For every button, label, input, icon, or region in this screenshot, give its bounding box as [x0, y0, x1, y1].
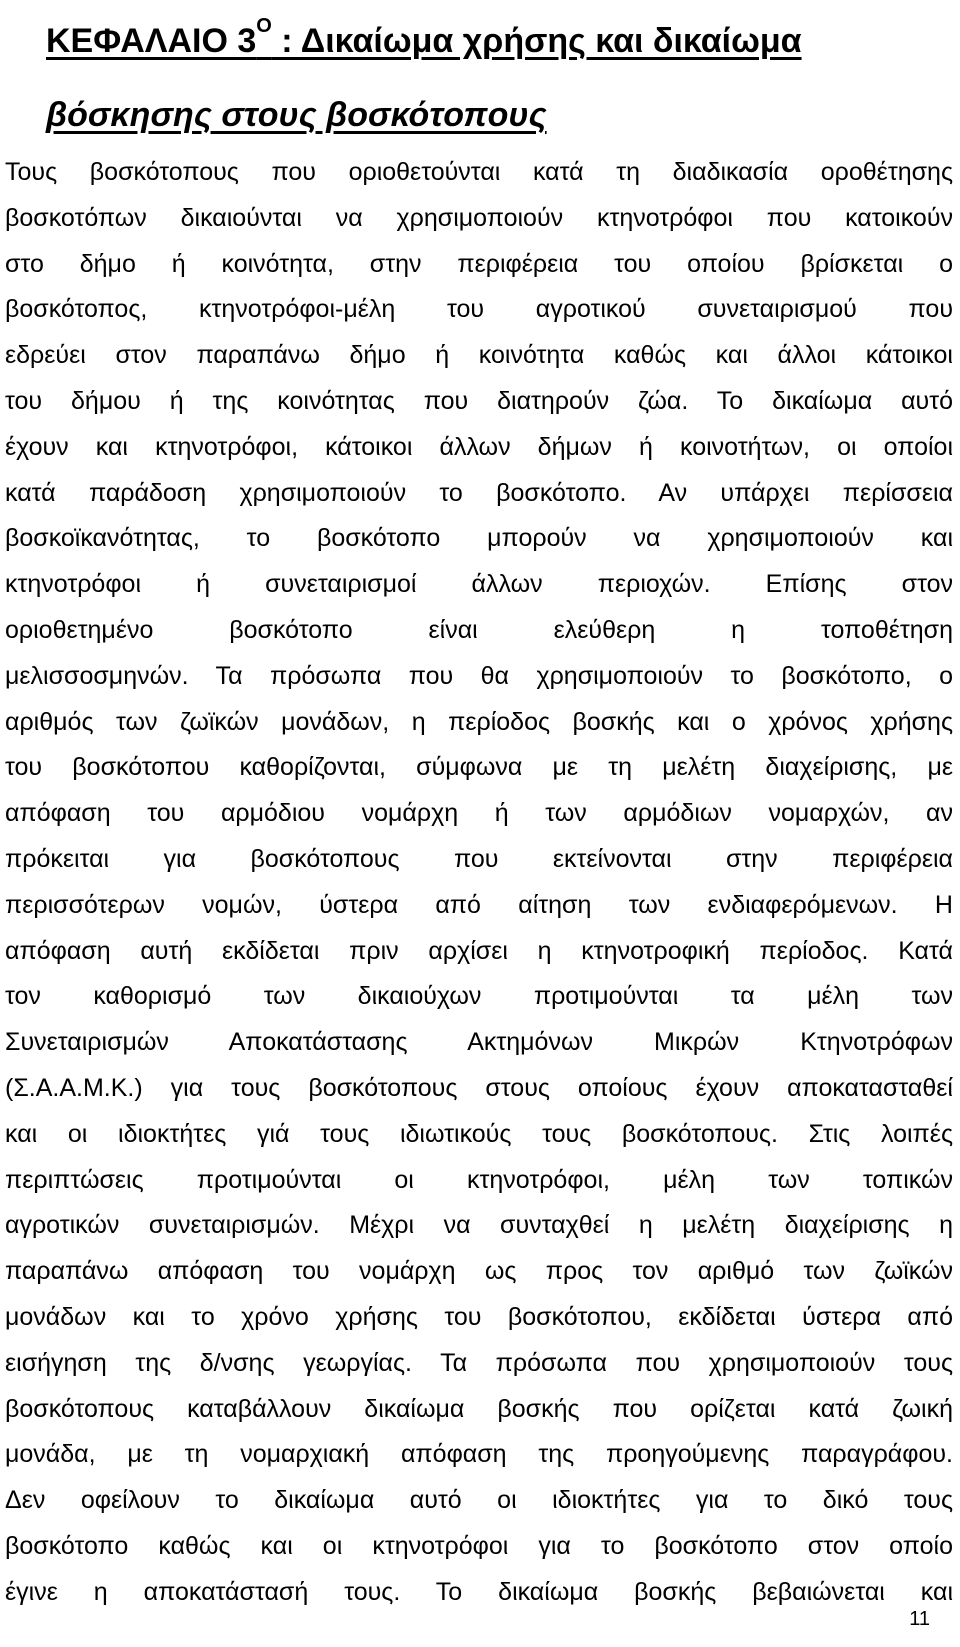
body-line: Δεν οφείλουν το δικαίωμα αυτό οι ιδιοκτήτες για το δικό τους: [5, 1486, 953, 1515]
body-line: βοσκοϊκανότητας, το βοσκότοπο μπορούν να χρησιμοποιούν και: [5, 524, 953, 553]
body-line: έχουν και κτηνοτρόφοι, κάτοικοι άλλων δήμων ή κοινοτήτων, οι οποίοι: [5, 432, 953, 461]
chapter-title-part-2: βόσκησης στους βοσκότοπους: [46, 96, 547, 134]
body-line: τον καθορισμό των δικαιούχων προτιμούνται τα μέλη των: [5, 982, 953, 1011]
body-line: εδρεύει στον παραπάνω δήμο ή κοινότητα καθώς και άλλοι κάτοικοι: [5, 341, 953, 370]
body-line: οριοθετημένο βοσκότοπο είναι ελεύθερη η τοποθέτηση: [5, 615, 953, 644]
body-line: μελισσοσμηνών. Τα πρόσωπα που θα χρησιμοποιούν το βοσκότοπο, ο: [5, 661, 953, 690]
chapter-label: ΚΕΦΑΛΑΙΟ 3: [46, 22, 257, 60]
body-line: μονάδων και το χρόνο χρήσης του βοσκότοπου, εκδίδεται ύστερα από: [5, 1302, 953, 1331]
body-line: βοσκότοπος, κτηνοτρόφοι-μέλη του αγροτικού συνεταιρισμού που: [5, 295, 953, 324]
body-line: παραπάνω απόφαση του νομάρχη ως προς τον αριθμό των ζωϊκών: [5, 1257, 953, 1286]
body-line: πρόκειται για βοσκότοπους που εκτείνονται στην περιφέρεια: [5, 844, 953, 873]
body-line: του δήμου ή της κοινότητας που διατηρούν ζώα. Το δικαίωμα αυτό: [5, 386, 953, 415]
body-line: κτηνοτρόφοι ή συνεταιρισμοί άλλων περιοχών. Επίσης στον: [5, 570, 953, 599]
body-line: στο δήμο ή κοινότητα, στην περιφέρεια του οποίου βρίσκεται ο: [5, 249, 953, 278]
chapter-ordinal-superscript: Ο: [256, 15, 272, 37]
chapter-heading-line-1: [46, 4, 802, 78]
body-line: περισσότερων νομών, ύστερα από αίτηση των ενδιαφερόμενων. Η: [5, 890, 953, 919]
body-line: βοσκότοπους καταβάλλουν δικαίωμα βοσκής που ορίζεται κατά ζωική: [5, 1394, 953, 1423]
page-number: 11: [909, 1608, 930, 1630]
body-paragraph: [5, 150, 953, 1616]
body-line: του βοσκότοπου καθορίζονται, σύμφωνα με τη μελέτη διαχείρισης, με: [5, 753, 953, 782]
body-line: εισήγηση της δ/νσης γεωργίας. Τα πρόσωπα που χρησιμοποιούν τους: [5, 1348, 953, 1377]
body-line: απόφαση του αρμόδιου νομάρχη ή των αρμόδιων νομαρχών, αν: [5, 799, 953, 828]
body-line: αριθμός των ζωϊκών μονάδων, η περίοδος βοσκής και ο χρόνος χρήσης: [5, 707, 953, 736]
body-line: Συνεταιρισμών Αποκατάστασης Ακτημόνων Μικρών Κτηνοτρόφων: [5, 1028, 953, 1057]
body-line: Τους βοσκότοπους που οριοθετούνται κατά τη διαδικασία οροθέτησης: [5, 158, 953, 186]
body-line: περιπτώσεις προτιμούνται οι κτηνοτρόφοι, μέλη των τοπικών: [5, 1165, 953, 1194]
body-line: βοσκοτόπων δικαιούνται να χρησιμοποιούν κτηνοτρόφοι που κατοικούν: [5, 203, 953, 232]
body-line: έγινε η αποκατάστασή τους. Το δικαίωμα βοσκής βεβαιώνεται και: [5, 1577, 953, 1606]
body-line: βοσκότοπο καθώς και οι κτηνοτρόφοι για το βοσκότοπο στον οποίο: [5, 1531, 953, 1560]
body-line: αγροτικών συνεταιρισμών. Μέχρι να συνταχθεί η μελέτη διαχείρισης η: [5, 1211, 953, 1240]
chapter-title-part-1: : Δικαίωμα χρήσης και δικαίωμα: [271, 22, 802, 60]
body-line: κατά παράδοση χρησιμοποιούν το βοσκότοπο. Αν υπάρχει περίσσεια: [5, 478, 953, 507]
body-line: και οι ιδιοκτήτες γιά τους ιδιωτικούς τους βοσκότοπους. Στις λοιπές: [5, 1119, 953, 1148]
chapter-heading-line-2: [46, 78, 547, 152]
body-line: απόφαση αυτή εκδίδεται πριν αρχίσει η κτηνοτροφική περίοδος. Κατά: [5, 936, 953, 965]
chapter-heading: [46, 4, 946, 152]
body-line: μονάδα, με τη νομαρχιακή απόφαση της προηγούμενης παραγράφου.: [5, 1440, 953, 1469]
body-line: (Σ.Α.Α.Μ.Κ.) για τους βοσκότοπους στους οποίους έχουν αποκατασταθεί: [5, 1073, 953, 1102]
